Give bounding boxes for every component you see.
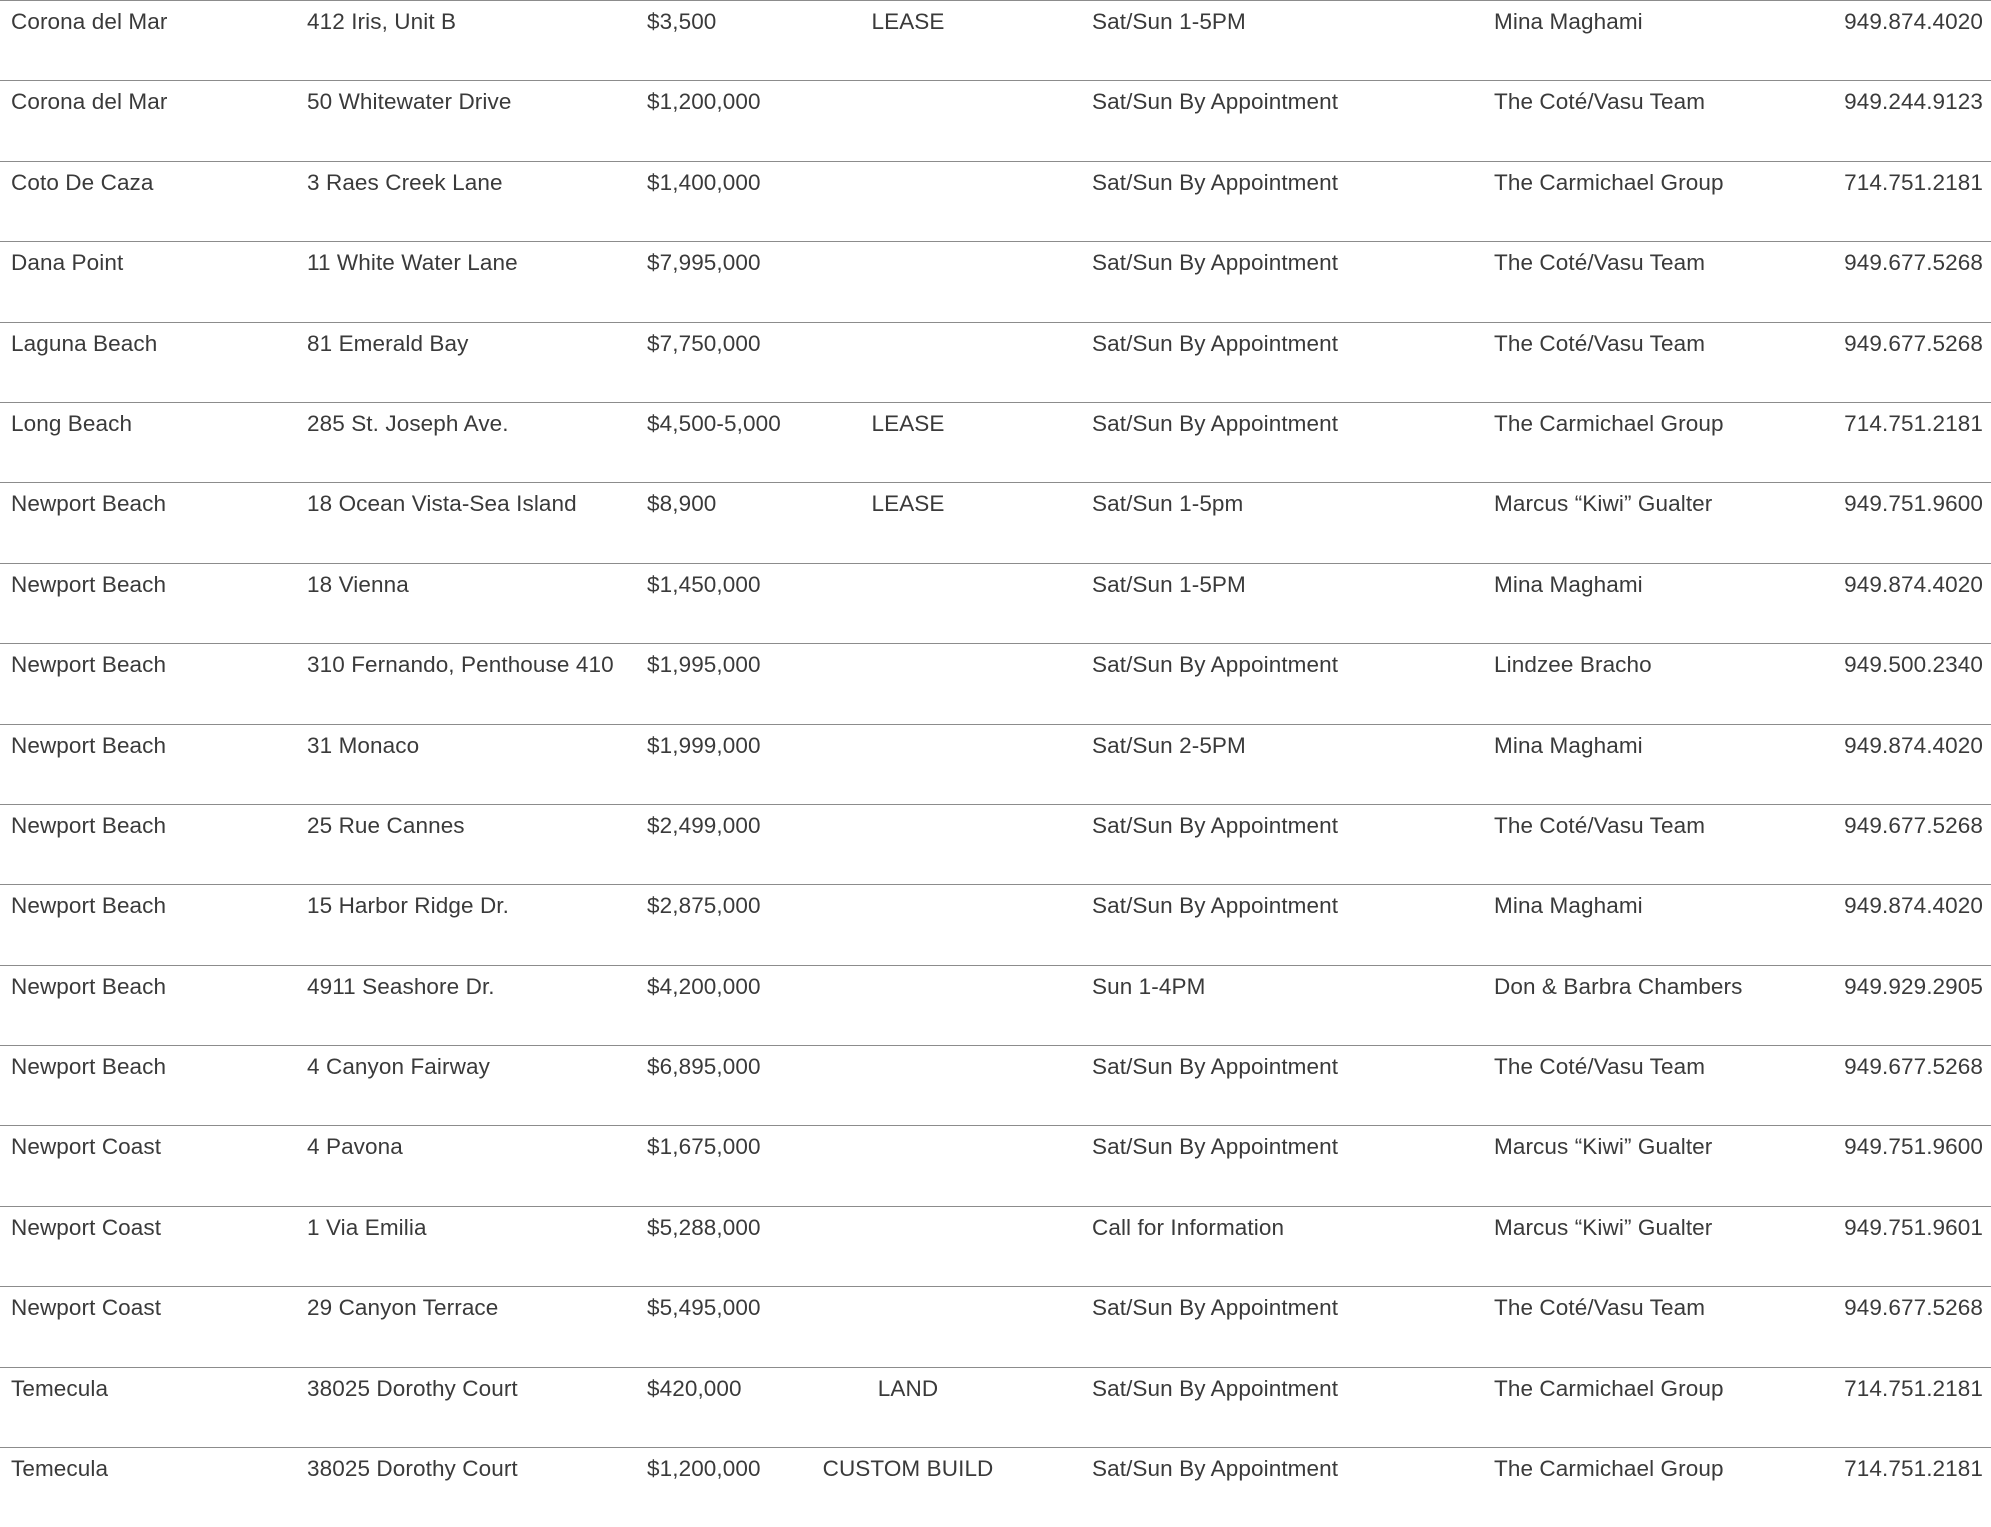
address-cell: 4911 Seashore Dr. [307, 973, 495, 999]
table-row [0, 724, 1991, 804]
open-hours-cell: Call for Information [1092, 1214, 1285, 1240]
price-cell: $4,200,000 [647, 973, 761, 999]
agent-cell: The Carmichael Group [1494, 1375, 1724, 1401]
open-hours-cell: Sat/Sun By Appointment [1092, 652, 1339, 678]
listing-type-cell: LEASE [871, 9, 945, 34]
table-row [0, 1367, 1991, 1447]
table-row [0, 884, 1991, 964]
agent-cell: The Coté/Vasu Team [1494, 330, 1706, 356]
open-hours-cell: Sat/Sun 1-5PM [1092, 571, 1246, 597]
city-cell: Newport Beach [11, 812, 167, 838]
agent-cell: Marcus “Kiwi” Gualter [1494, 1134, 1713, 1160]
agent-cell: The Coté/Vasu Team [1494, 89, 1706, 115]
price-cell: $5,288,000 [647, 1214, 761, 1240]
address-cell: 81 Emerald Bay [307, 330, 469, 356]
phone-cell: 949.751.9600 [1844, 491, 1983, 517]
address-cell: 310 Fernando, Penthouse 410 [307, 652, 614, 678]
open-hours-cell: Sat/Sun 2-5PM [1092, 732, 1246, 758]
table-row [0, 161, 1991, 241]
table-row [0, 1286, 1991, 1366]
agent-cell: Mina Maghami [1494, 732, 1643, 758]
price-cell: $3,500 [647, 9, 717, 34]
phone-cell: 949.677.5268 [1844, 1295, 1983, 1321]
city-cell: Newport Coast [11, 1214, 162, 1240]
address-cell: 29 Canyon Terrace [307, 1295, 499, 1321]
open-hours-cell: Sat/Sun By Appointment [1092, 1295, 1339, 1321]
price-cell: $1,675,000 [647, 1134, 761, 1160]
phone-cell: 949.874.4020 [1844, 571, 1983, 597]
address-cell: 38025 Dorothy Court [307, 1375, 518, 1401]
table-row [0, 322, 1991, 402]
table-row [0, 80, 1991, 160]
table-row [0, 482, 1991, 562]
agent-cell: The Carmichael Group [1494, 410, 1724, 436]
open-hours-cell: Sat/Sun By Appointment [1092, 169, 1339, 195]
address-cell: 4 Canyon Fairway [307, 1054, 490, 1080]
agent-cell: The Coté/Vasu Team [1494, 1295, 1706, 1321]
phone-cell: 949.874.4020 [1844, 732, 1983, 758]
address-cell: 285 St. Joseph Ave. [307, 410, 509, 436]
agent-cell: Mina Maghami [1494, 893, 1643, 919]
open-hours-cell: Sat/Sun By Appointment [1092, 330, 1339, 356]
agent-cell: The Coté/Vasu Team [1494, 1054, 1706, 1080]
open-hours-cell: Sat/Sun 1-5pm [1092, 491, 1244, 517]
city-cell: Corona del Mar [11, 89, 168, 115]
agent-cell: Marcus “Kiwi” Gualter [1494, 1214, 1713, 1240]
price-cell: $2,499,000 [647, 812, 761, 838]
open-hours-cell: Sun 1-4PM [1092, 973, 1206, 999]
city-cell: Temecula [11, 1456, 109, 1482]
city-cell: Newport Coast [11, 1295, 162, 1321]
table-row [0, 1206, 1991, 1286]
table-row [0, 563, 1991, 643]
price-cell: $1,999,000 [647, 732, 761, 758]
price-cell: $2,875,000 [647, 893, 761, 919]
agent-cell: The Carmichael Group [1494, 169, 1724, 195]
address-cell: 18 Ocean Vista-Sea Island [307, 491, 577, 517]
price-cell: $1,400,000 [647, 169, 761, 195]
city-cell: Newport Beach [11, 1054, 167, 1080]
agent-cell: Marcus “Kiwi” Gualter [1494, 491, 1713, 517]
price-cell: $1,200,000 [647, 1456, 761, 1482]
address-cell: 11 White Water Lane [307, 250, 518, 276]
address-cell: 50 Whitewater Drive [307, 89, 512, 115]
address-cell: 412 Iris, Unit B [307, 9, 457, 34]
phone-cell: 949.677.5268 [1844, 812, 1983, 838]
phone-cell: 949.751.9600 [1844, 1134, 1983, 1160]
city-cell: Newport Beach [11, 732, 167, 758]
city-cell: Newport Beach [11, 491, 167, 517]
city-cell: Corona del Mar [11, 9, 168, 34]
phone-cell: 949.874.4020 [1844, 9, 1983, 34]
listing-type-cell: CUSTOM BUILD [822, 1456, 994, 1482]
city-cell: Temecula [11, 1375, 109, 1401]
open-hours-cell: Sat/Sun By Appointment [1092, 1134, 1339, 1160]
price-cell: $8,900 [647, 491, 717, 517]
price-cell: $5,495,000 [647, 1295, 761, 1321]
open-hours-cell: Sat/Sun By Appointment [1092, 893, 1339, 919]
city-cell: Long Beach [11, 410, 133, 436]
table-row [0, 1447, 1991, 1527]
price-cell: $6,895,000 [647, 1054, 761, 1080]
table-row [0, 1125, 1991, 1205]
table-row [0, 965, 1991, 1045]
price-cell: $1,450,000 [647, 571, 761, 597]
city-cell: Newport Coast [11, 1134, 162, 1160]
agent-cell: The Coté/Vasu Team [1494, 812, 1706, 838]
phone-cell: 949.500.2340 [1844, 652, 1983, 678]
table-row [0, 0, 1991, 80]
open-hours-cell: Sat/Sun By Appointment [1092, 250, 1339, 276]
agent-cell: The Coté/Vasu Team [1494, 250, 1706, 276]
listing-type-cell: LEASE [871, 491, 945, 517]
address-cell: 1 Via Emilia [307, 1214, 427, 1240]
price-cell: $1,200,000 [647, 89, 761, 115]
phone-cell: 949.751.9601 [1844, 1214, 1983, 1240]
agent-cell: Lindzee Bracho [1494, 652, 1652, 678]
address-cell: 3 Raes Creek Lane [307, 169, 503, 195]
phone-cell: 949.929.2905 [1844, 973, 1983, 999]
table-row [0, 241, 1991, 321]
city-cell: Newport Beach [11, 652, 167, 678]
listing-type-cell: LEASE [871, 410, 945, 436]
table-row [0, 402, 1991, 482]
address-cell: 18 Vienna [307, 571, 409, 597]
address-cell: 31 Monaco [307, 732, 420, 758]
open-hours-cell: Sat/Sun By Appointment [1092, 89, 1339, 115]
phone-cell: 714.751.2181 [1844, 1375, 1983, 1401]
table-row [0, 1045, 1991, 1125]
price-cell: $7,750,000 [647, 330, 761, 356]
price-cell: $1,995,000 [647, 652, 761, 678]
city-cell: Dana Point [11, 250, 124, 276]
phone-cell: 949.874.4020 [1844, 893, 1983, 919]
open-hours-cell: Sat/Sun By Appointment [1092, 812, 1339, 838]
address-cell: 25 Rue Cannes [307, 812, 465, 838]
phone-cell: 714.751.2181 [1844, 169, 1983, 195]
phone-cell: 949.677.5268 [1844, 330, 1983, 356]
open-hours-cell: Sat/Sun By Appointment [1092, 1456, 1339, 1482]
city-cell: Laguna Beach [11, 330, 158, 356]
address-cell: 38025 Dorothy Court [307, 1456, 518, 1482]
city-cell: Newport Beach [11, 571, 167, 597]
phone-cell: 714.751.2181 [1844, 410, 1983, 436]
open-hours-cell: Sat/Sun 1-5PM [1092, 9, 1246, 34]
open-hours-cell: Sat/Sun By Appointment [1092, 1054, 1339, 1080]
phone-cell: 949.677.5268 [1844, 250, 1983, 276]
city-cell: Coto De Caza [11, 169, 154, 195]
phone-cell: 949.677.5268 [1844, 1054, 1983, 1080]
price-cell: $7,995,000 [647, 250, 761, 276]
agent-cell: Mina Maghami [1494, 571, 1643, 597]
table-row [0, 643, 1991, 723]
phone-cell: 949.244.9123 [1844, 89, 1983, 115]
address-cell: 4 Pavona [307, 1134, 403, 1160]
phone-cell: 714.751.2181 [1844, 1456, 1983, 1482]
price-cell: $420,000 [647, 1375, 742, 1401]
address-cell: 15 Harbor Ridge Dr. [307, 893, 509, 919]
agent-cell: The Carmichael Group [1494, 1456, 1724, 1482]
agent-cell: Mina Maghami [1494, 9, 1643, 34]
city-cell: Newport Beach [11, 893, 167, 919]
table-row [0, 804, 1991, 884]
open-hours-cell: Sat/Sun By Appointment [1092, 1375, 1339, 1401]
agent-cell: Don & Barbra Chambers [1494, 973, 1743, 999]
open-hours-cell: Sat/Sun By Appointment [1092, 410, 1339, 436]
price-cell: $4,500-5,000 [647, 410, 781, 436]
city-cell: Newport Beach [11, 973, 167, 999]
listing-type-cell: LAND [877, 1375, 939, 1401]
